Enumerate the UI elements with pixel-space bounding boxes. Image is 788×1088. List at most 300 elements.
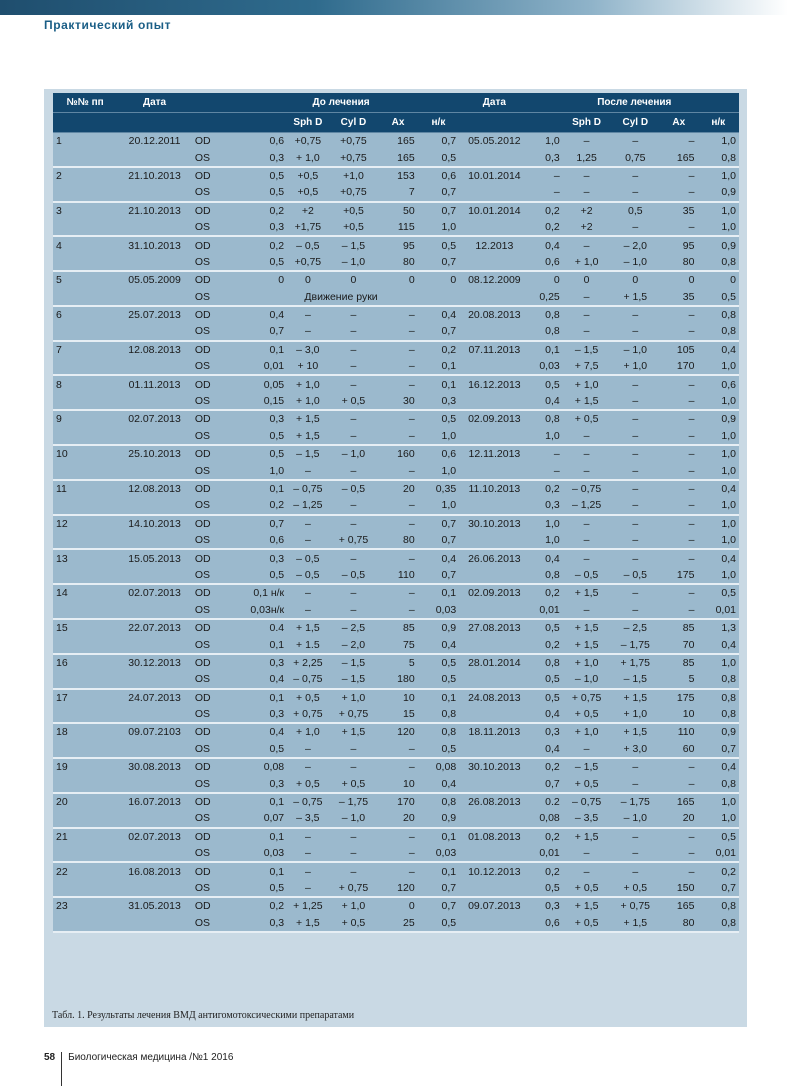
od-before-nk: 0,4 [418, 549, 459, 566]
od-before-sph: 0 [287, 271, 328, 288]
footer-divider [61, 1052, 62, 1086]
eye-label-os: OS [192, 184, 223, 201]
od-before-cyl: + 1,0 [329, 689, 379, 706]
row-number: 2 [53, 167, 117, 184]
od-after-ax: – [660, 584, 697, 601]
eye-label-od: OD [192, 793, 223, 810]
eye-label-os: OS [192, 775, 223, 792]
od-before-sph: + 0,5 [287, 689, 328, 706]
os-before-ax: 110 [378, 567, 417, 584]
os-before-ax: 80 [378, 254, 417, 271]
od-after-cyl: – [610, 515, 660, 532]
table-frame [44, 89, 747, 1027]
row-date-after: 26.08.2013 [459, 793, 529, 810]
od-before-cyl: – 0,5 [329, 480, 379, 497]
eye-label-od: OD [192, 375, 223, 392]
table-row [53, 254, 739, 271]
row-number: 22 [53, 862, 117, 879]
od-after-sph: + 1,0 [563, 723, 611, 740]
os-after-cyl: – [610, 184, 660, 201]
os-after-cyl: – 1,5 [610, 671, 660, 688]
row-date-after: 20.08.2013 [459, 306, 529, 323]
od-before-cyl: – 1,5 [329, 654, 379, 671]
os-before-nk: 0,1 [418, 358, 459, 375]
table-row [53, 845, 739, 862]
eye-label-os: OS [192, 880, 223, 897]
od-after-nk: 1,0 [697, 202, 739, 219]
od-before-ax: – [378, 341, 417, 358]
od-after-ax: 165 [660, 897, 697, 914]
os-after-sph: – [563, 289, 611, 306]
row-spacer [459, 741, 529, 758]
row-number: 13 [53, 549, 117, 566]
table-row [53, 654, 739, 671]
od-after-sph: + 0,5 [563, 410, 611, 427]
os-before-visus: 0,2 [223, 497, 287, 514]
row-spacer [53, 741, 117, 758]
eye-label-os: OS [192, 567, 223, 584]
os-after-ax: 70 [660, 636, 697, 653]
od-before-sph: – 0,5 [287, 549, 328, 566]
od-before-ax: – [378, 410, 417, 427]
row-number: 1 [53, 133, 117, 150]
od-before-cyl: – [329, 758, 379, 775]
od-after-sph: – [563, 515, 611, 532]
od-after-nk: 0,5 [697, 828, 739, 845]
os-before-ax: – [378, 358, 417, 375]
table-row [53, 741, 739, 758]
row-date-after: 28.01.2014 [459, 654, 529, 671]
os-before-cyl: +0,5 [329, 219, 379, 236]
row-spacer [459, 880, 529, 897]
od-after-ax: 105 [660, 341, 697, 358]
os-after-nk: 1,0 [697, 428, 739, 445]
row-spacer [459, 706, 529, 723]
row-spacer [117, 567, 192, 584]
od-after-sph: + 1,5 [563, 584, 611, 601]
od-after-cyl: – 2,0 [610, 236, 660, 253]
header-num: №№ пп [53, 93, 117, 113]
row-spacer [117, 184, 192, 201]
os-after-nk: 0,01 [697, 602, 739, 619]
od-after-cyl: – [610, 549, 660, 566]
journal-name: Биологическая медицина /№1 2016 [68, 1052, 234, 1063]
od-before-cyl: – 1,5 [329, 236, 379, 253]
od-before-cyl: +0,75 [329, 133, 379, 150]
os-after-sph: + 0,5 [563, 880, 611, 897]
od-before-nk: 0,1 [418, 584, 459, 601]
od-before-cyl: – 1,75 [329, 793, 379, 810]
table-row [53, 428, 739, 445]
od-after-visus: – [530, 167, 563, 184]
eye-label-os: OS [192, 845, 223, 862]
table-row [53, 567, 739, 584]
row-spacer [53, 184, 117, 201]
od-before-visus: 0,2 [223, 236, 287, 253]
os-before-visus: 0,4 [223, 671, 287, 688]
od-before-ax: 95 [378, 236, 417, 253]
od-before-nk: 0,6 [418, 445, 459, 462]
od-before-sph: + 1,0 [287, 375, 328, 392]
subheader-cyl-after: Cyl D [610, 113, 660, 133]
os-after-cyl: + 1,0 [610, 358, 660, 375]
od-after-ax: – [660, 862, 697, 879]
od-before-cyl: +1,0 [329, 167, 379, 184]
row-spacer [459, 845, 529, 862]
eye-label-od: OD [192, 723, 223, 740]
row-spacer [53, 149, 117, 166]
os-before-ax: 25 [378, 915, 417, 932]
os-after-ax: – [660, 219, 697, 236]
od-after-visus: 0,5 [530, 375, 563, 392]
os-before-visus: 0,15 [223, 393, 287, 410]
od-after-cyl: – [610, 480, 660, 497]
row-spacer [53, 323, 117, 340]
od-after-visus: 1,0 [530, 133, 563, 150]
os-before-cyl: – [329, 428, 379, 445]
os-before-nk: 0,8 [418, 706, 459, 723]
os-after-ax: 10 [660, 706, 697, 723]
os-before-cyl: – [329, 497, 379, 514]
od-before-nk: 0,5 [418, 410, 459, 427]
os-before-sph: + 1.5 [287, 636, 328, 653]
os-before-sph: – 0,75 [287, 671, 328, 688]
od-after-visus: 0,2 [530, 828, 563, 845]
os-after-ax: 5 [660, 671, 697, 688]
os-before-ax: 120 [378, 880, 417, 897]
eye-label-os: OS [192, 358, 223, 375]
od-after-sph: – [563, 133, 611, 150]
os-before-visus: 0,5 [223, 184, 287, 201]
row-spacer [117, 636, 192, 653]
od-after-sph: – 1,5 [563, 758, 611, 775]
od-before-sph: + 1,5 [287, 410, 328, 427]
os-after-nk: 0,8 [697, 915, 739, 932]
row-spacer [53, 671, 117, 688]
table-row [53, 723, 739, 740]
od-after-visus: 0,1 [530, 341, 563, 358]
row-spacer [459, 254, 529, 271]
od-before-nk: 0,7 [418, 202, 459, 219]
od-after-nk: 0,2 [697, 862, 739, 879]
row-spacer [117, 706, 192, 723]
row-spacer [459, 602, 529, 619]
row-date-after: 30.10.2013 [459, 515, 529, 532]
os-before-sph: + 1,0 [287, 149, 328, 166]
eye-label-od: OD [192, 133, 223, 150]
od-before-sph: – 0,75 [287, 480, 328, 497]
od-before-ax: 20 [378, 480, 417, 497]
od-after-sph: – 0,75 [563, 793, 611, 810]
os-after-visus: 0,2 [530, 636, 563, 653]
row-date-after: 10.01.2014 [459, 167, 529, 184]
od-before-ax: – [378, 862, 417, 879]
os-before-sph: +0,5 [287, 184, 328, 201]
row-date-before: 24.07.2013 [117, 689, 192, 706]
od-before-nk: 0,08 [418, 758, 459, 775]
os-after-visus: 0,6 [530, 254, 563, 271]
row-spacer [117, 741, 192, 758]
od-before-cyl: + 1,5 [329, 723, 379, 740]
od-after-sph: – [563, 862, 611, 879]
os-after-nk: 0,5 [697, 289, 739, 306]
os-after-ax: 80 [660, 254, 697, 271]
os-before-visus: 1,0 [223, 462, 287, 479]
os-before-visus: 0,5 [223, 741, 287, 758]
od-before-ax: – [378, 584, 417, 601]
os-after-visus: 0,4 [530, 393, 563, 410]
os-after-ax: 20 [660, 810, 697, 827]
row-spacer [459, 289, 529, 306]
table-row [53, 219, 739, 236]
row-spacer [459, 393, 529, 410]
od-after-nk: 0,4 [697, 758, 739, 775]
eye-label-od: OD [192, 202, 223, 219]
os-before-nk: 0,03 [418, 602, 459, 619]
os-after-sph: + 1,5 [563, 393, 611, 410]
table-row [53, 775, 739, 792]
od-after-ax: 35 [660, 202, 697, 219]
table-row [53, 184, 739, 201]
os-after-cyl: – [610, 462, 660, 479]
row-spacer [117, 671, 192, 688]
table-row [53, 706, 739, 723]
row-spacer [459, 219, 529, 236]
os-before-ax: 30 [378, 393, 417, 410]
table-body [53, 133, 739, 932]
od-before-nk: 0,9 [418, 619, 459, 636]
os-after-sph: + 1,5 [563, 636, 611, 653]
row-date-before: 02.07.2013 [117, 828, 192, 845]
od-after-sph: +2 [563, 202, 611, 219]
os-after-cyl: – [610, 602, 660, 619]
od-before-ax: 165 [378, 133, 417, 150]
od-before-nk: 0,5 [418, 654, 459, 671]
subheader-ax: Ax [378, 113, 417, 133]
os-after-ax: – [660, 497, 697, 514]
os-before-sph: +0,75 [287, 254, 328, 271]
eye-label-od: OD [192, 549, 223, 566]
row-number: 15 [53, 619, 117, 636]
os-before-sph: – [287, 741, 328, 758]
os-before-ax: 115 [378, 219, 417, 236]
table-row [53, 306, 739, 323]
table-caption: Табл. 1. Результаты лечения ВМД антигомотоксическими препаратами [52, 1010, 355, 1021]
table-row [53, 323, 739, 340]
od-before-visus: 0,1 [223, 828, 287, 845]
od-before-sph: +2 [287, 202, 328, 219]
os-before-visus: 0,5 [223, 880, 287, 897]
os-before-nk: 0,4 [418, 775, 459, 792]
os-before-sph: – [287, 880, 328, 897]
row-spacer [53, 289, 117, 306]
row-spacer [53, 254, 117, 271]
row-date-after: 18.11.2013 [459, 723, 529, 740]
os-before-visus: 0,3 [223, 775, 287, 792]
od-before-sph: – 1,5 [287, 445, 328, 462]
os-after-nk: 0,8 [697, 323, 739, 340]
os-after-nk: 0,9 [697, 184, 739, 201]
row-date-after: 30.10.2013 [459, 758, 529, 775]
os-after-cyl: + 1,5 [610, 915, 660, 932]
eye-label-os: OS [192, 497, 223, 514]
row-date-before: 15.05.2013 [117, 549, 192, 566]
row-spacer [117, 880, 192, 897]
od-before-ax: – [378, 549, 417, 566]
od-before-ax: – [378, 375, 417, 392]
os-after-nk: 1,0 [697, 497, 739, 514]
row-number: 23 [53, 897, 117, 914]
os-before-cyl: – [329, 323, 379, 340]
od-after-sph: + 1,0 [563, 375, 611, 392]
row-date-after: 01.08.2013 [459, 828, 529, 845]
od-after-sph: – [563, 445, 611, 462]
eye-label-od: OD [192, 167, 223, 184]
row-spacer [53, 810, 117, 827]
eye-label-os: OS [192, 149, 223, 166]
row-date-before: 31.05.2013 [117, 897, 192, 914]
od-before-ax: – [378, 828, 417, 845]
od-before-cyl: – [329, 828, 379, 845]
row-date-before: 20.12.2011 [117, 133, 192, 150]
eye-label-os: OS [192, 393, 223, 410]
row-spacer [53, 428, 117, 445]
os-before-sph: – 3,5 [287, 810, 328, 827]
os-before-visus: 0,01 [223, 358, 287, 375]
row-spacer [459, 149, 529, 166]
eye-label-od: OD [192, 271, 223, 288]
od-after-nk: 0,8 [697, 306, 739, 323]
od-before-ax: 153 [378, 167, 417, 184]
os-after-sph: – [563, 532, 611, 549]
eye-label-os: OS [192, 810, 223, 827]
od-before-sph: – [287, 515, 328, 532]
row-spacer [53, 845, 117, 862]
od-before-sph: + 2,25 [287, 654, 328, 671]
od-after-cyl: – [610, 828, 660, 845]
row-date-before: 21.10.2013 [117, 202, 192, 219]
os-before-nk: 0,7 [418, 532, 459, 549]
row-date-before: 30.12.2013 [117, 654, 192, 671]
os-after-cyl: + 1,0 [610, 706, 660, 723]
os-before-sph: + 1,5 [287, 428, 328, 445]
os-after-sph: +2 [563, 219, 611, 236]
os-after-visus: 0,08 [530, 810, 563, 827]
os-before-cyl: + 0,75 [329, 880, 379, 897]
row-number: 6 [53, 306, 117, 323]
os-after-cyl: + 1,5 [610, 289, 660, 306]
row-spacer [459, 462, 529, 479]
row-number: 5 [53, 271, 117, 288]
os-before-ax: – [378, 462, 417, 479]
od-before-ax: 85 [378, 619, 417, 636]
os-before-note: Движение руки [223, 289, 459, 306]
os-after-nk: 1,0 [697, 810, 739, 827]
row-spacer [53, 915, 117, 932]
os-after-ax: 165 [660, 149, 697, 166]
os-before-ax: 15 [378, 706, 417, 723]
od-after-ax: – [660, 133, 697, 150]
od-after-sph: – [563, 306, 611, 323]
os-before-nk: 1,0 [418, 428, 459, 445]
os-before-sph: + 0,5 [287, 775, 328, 792]
od-after-cyl: – [610, 306, 660, 323]
od-after-cyl: – [610, 862, 660, 879]
od-before-cyl: – [329, 375, 379, 392]
os-before-sph: – 1,25 [287, 497, 328, 514]
subheader-sph-after: Sph D [563, 113, 611, 133]
os-before-nk: 0,3 [418, 393, 459, 410]
eye-label-od: OD [192, 341, 223, 358]
od-after-visus: 0,2 [530, 202, 563, 219]
od-after-visus: 0,8 [530, 654, 563, 671]
row-number: 7 [53, 341, 117, 358]
subheader-nk-after: н/к [697, 113, 739, 133]
row-spacer [117, 462, 192, 479]
od-before-sph: +0,75 [287, 133, 328, 150]
od-before-visus: 0,1 [223, 793, 287, 810]
od-before-cyl: 0 [329, 271, 379, 288]
od-after-visus: 0,3 [530, 723, 563, 740]
od-after-visus: 0,4 [530, 549, 563, 566]
row-number: 17 [53, 689, 117, 706]
os-after-nk: 0,01 [697, 845, 739, 862]
od-after-cyl: – [610, 410, 660, 427]
os-before-ax: – [378, 741, 417, 758]
row-date-before: 01.11.2013 [117, 375, 192, 392]
od-after-cyl: – [610, 133, 660, 150]
page-number: 58 [44, 1052, 56, 1063]
subheader-sph: Sph D [287, 113, 328, 133]
row-date-before: 21.10.2013 [117, 167, 192, 184]
os-before-nk: 1,0 [418, 497, 459, 514]
os-after-nk: 1,0 [697, 219, 739, 236]
od-before-cyl: – [329, 341, 379, 358]
header-date: Дата [117, 93, 192, 113]
od-before-visus: 0,3 [223, 410, 287, 427]
eye-label-os: OS [192, 741, 223, 758]
eye-label-od: OD [192, 654, 223, 671]
od-after-ax: – [660, 549, 697, 566]
table-row [53, 862, 739, 879]
os-before-visus: 0,3 [223, 706, 287, 723]
os-after-visus: 0,03 [530, 358, 563, 375]
od-after-cyl: 0,5 [610, 202, 660, 219]
row-date-before: 09.07.2103 [117, 723, 192, 740]
od-after-ax: – [660, 480, 697, 497]
os-before-sph: + 10 [287, 358, 328, 375]
os-before-sph: – [287, 462, 328, 479]
os-before-visus: 0,3 [223, 915, 287, 932]
table-row [53, 480, 739, 497]
row-spacer [459, 532, 529, 549]
od-before-nk: 0,1 [418, 375, 459, 392]
os-after-cyl: – 1,0 [610, 254, 660, 271]
row-number: 8 [53, 375, 117, 392]
row-spacer [117, 219, 192, 236]
od-after-sph: – [563, 167, 611, 184]
od-before-cyl: +0,5 [329, 202, 379, 219]
row-spacer [117, 775, 192, 792]
os-after-nk: 0,4 [697, 636, 739, 653]
os-after-nk: 0,8 [697, 149, 739, 166]
od-before-ax: 0 [378, 897, 417, 914]
row-spacer [117, 810, 192, 827]
eye-label-os: OS [192, 636, 223, 653]
od-before-visus: 0,5 [223, 445, 287, 462]
row-date-after: 05.05.2012 [459, 133, 529, 150]
os-before-nk: 0,4 [418, 636, 459, 653]
